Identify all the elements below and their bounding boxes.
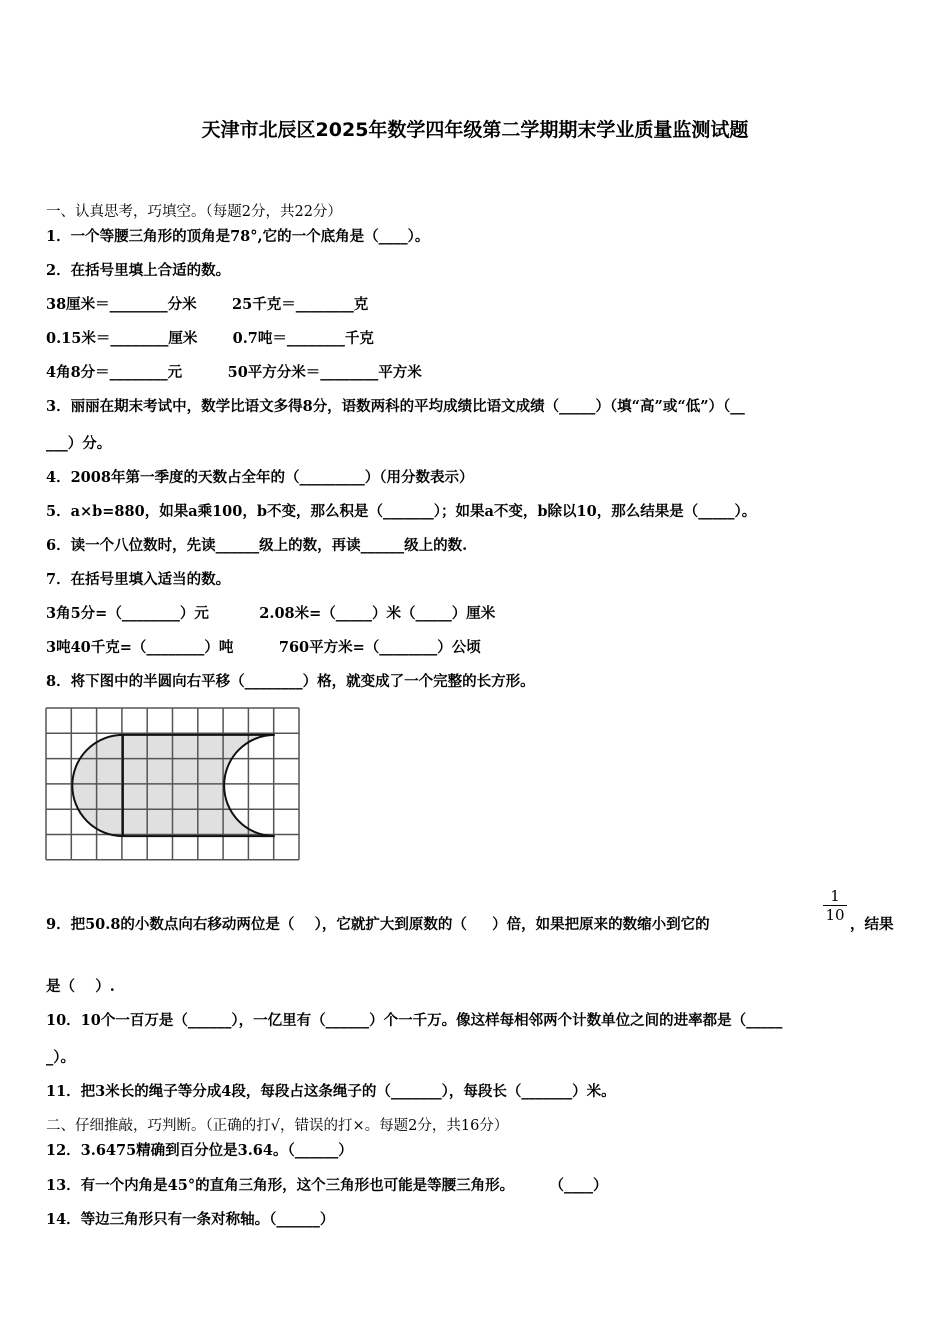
- question-7: 7．在括号里填入适当的数。: [46, 571, 231, 588]
- question-12: 12．3.6475精确到百分位是3.64。（______）: [46, 1142, 353, 1159]
- question-8: 8．将下图中的半圆向右平移（________）格，就变成了一个完整的长方形。: [46, 673, 535, 690]
- shaded-shape: [72, 735, 274, 836]
- fraction-denominator: 10: [823, 905, 847, 924]
- question-10-line-1: 10．10个一百万是（______），一亿里有（______）个一千万。像这样每相邻两个计数单位之间的进率都是（_____: [46, 1012, 783, 1029]
- section-2-heading: 二、仔细推敲，巧判断。（正确的打√，错误的打×。每题2分，共16分）: [46, 1118, 509, 1134]
- question-3-line-1: 3．丽丽在期末考试中，数学比语文多得8分，语数两科的平均成绩比语文成绩（_____）（填“高”或“低”）（__: [46, 398, 745, 415]
- question-1: 1．一个等腰三角形的顶角是78°,它的一个底角是（____）。: [46, 228, 430, 245]
- question-7-row-1: 3角5分=（________）元 2.08米=（_____）米（_____）厘米: [46, 605, 496, 622]
- question-14: 14．等边三角形只有一条对称轴。（______）: [46, 1211, 335, 1228]
- page-title: 天津市北辰区2025年数学四年级第二学期期末学业质量监测试题: [201, 119, 749, 141]
- question-7-row-2: 3吨40千克=（________）吨 760平方米=（________）公顷: [46, 639, 481, 656]
- question-11: 11．把3米长的绳子等分成4段，每段占这条绳子的（_______），每段长（_______）米。: [46, 1083, 616, 1100]
- semicircle-grid-figure: [44, 706, 302, 864]
- question-9-line-1: 9．把50.8的小数点向右移动两位是（ ），它就扩大到原数的（ ）倍，如果把原来的数缩小到它的: [46, 916, 710, 933]
- question-2-row-1: 38厘米＝________分米 25千克＝________克: [46, 296, 369, 313]
- question-6: 6．读一个八位数时，先读______级上的数，再读______级上的数.: [46, 537, 468, 554]
- fraction-one-tenth: [823, 887, 847, 924]
- question-2: 2．在括号里填上合适的数。: [46, 262, 231, 279]
- question-9-tail: ，结果: [850, 916, 894, 933]
- question-3-line-2: ___）分。: [46, 435, 112, 452]
- section-1-heading: 一、认真思考，巧填空。（每题2分，共22分）: [46, 204, 342, 220]
- fraction-numerator: 1: [830, 887, 840, 905]
- question-9-line-2: 是（ ）.: [46, 978, 115, 995]
- question-10-line-2: _）。: [46, 1049, 75, 1066]
- question-2-row-3: 4角8分＝________元 50平方分米＝________平方米: [46, 364, 422, 381]
- question-2-row-2: 0.15米＝________厘米 0.7吨＝________千克: [46, 330, 374, 347]
- question-13: 13．有一个内角是45°的直角三角形，这个三角形也可能是等腰三角形。 （____）: [46, 1177, 608, 1194]
- question-4: 4．2008年第一季度的天数占全年的（_________）（用分数表示）: [46, 469, 474, 486]
- question-5: 5．a×b=880，如果a乘100，b不变，那么积是（_______）；如果a不变，b除以10，那么结果是（_____）。: [46, 503, 757, 520]
